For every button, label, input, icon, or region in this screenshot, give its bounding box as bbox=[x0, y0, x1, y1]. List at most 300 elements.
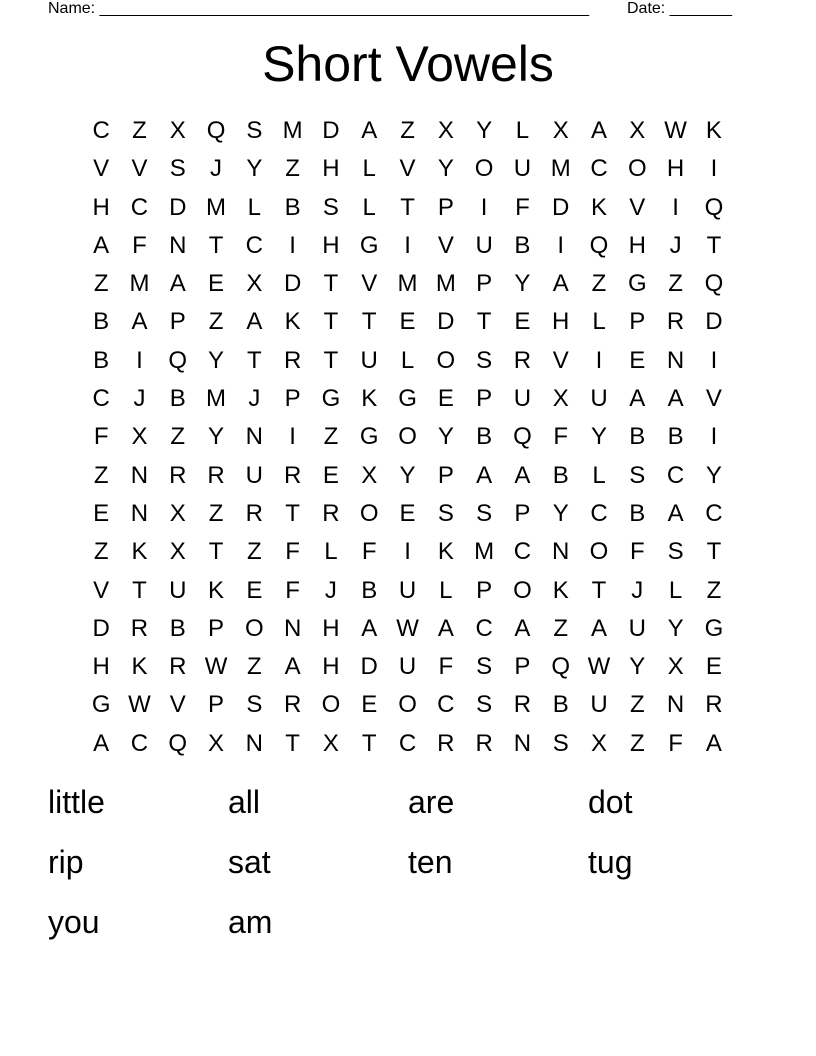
grid-cell[interactable]: M bbox=[282, 117, 303, 144]
grid-cell[interactable]: Z bbox=[208, 308, 224, 336]
grid-cell[interactable]: R bbox=[283, 461, 302, 489]
grid-cell[interactable]: Y bbox=[208, 346, 225, 374]
grid-cell[interactable]: C bbox=[92, 385, 110, 413]
grid-cell[interactable]: U bbox=[398, 653, 417, 681]
grid-cell[interactable]: Z bbox=[629, 691, 645, 719]
grid-cell[interactable]: E bbox=[705, 653, 722, 681]
grid-cell[interactable]: O bbox=[359, 499, 379, 527]
grid-cell[interactable]: K bbox=[591, 193, 608, 221]
grid-cell[interactable]: X bbox=[667, 653, 684, 681]
grid-cell[interactable]: Y bbox=[399, 461, 416, 489]
grid-cell[interactable]: A bbox=[629, 385, 646, 413]
grid-cell[interactable]: R bbox=[322, 499, 340, 527]
grid-cell[interactable]: E bbox=[399, 499, 416, 527]
grid-cell[interactable]: Z bbox=[553, 614, 569, 642]
grid-cell[interactable]: X bbox=[552, 117, 569, 144]
grid-cell[interactable]: Z bbox=[93, 461, 109, 489]
grid-cell[interactable]: S bbox=[246, 691, 263, 719]
grid-cell[interactable]: G bbox=[704, 614, 724, 642]
grid-cell[interactable]: H bbox=[322, 231, 340, 259]
grid-cell[interactable]: K bbox=[437, 538, 454, 566]
grid-cell[interactable]: U bbox=[245, 461, 263, 489]
grid-cell[interactable]: A bbox=[361, 117, 378, 144]
grid-cell[interactable]: I bbox=[404, 538, 411, 566]
grid-cell[interactable]: C bbox=[705, 499, 723, 527]
grid-cell[interactable]: Y bbox=[246, 155, 263, 183]
grid-cell[interactable]: T bbox=[285, 729, 300, 757]
grid-cell[interactable]: S bbox=[667, 538, 684, 566]
grid-cell[interactable]: A bbox=[476, 461, 493, 489]
grid-cell[interactable]: G bbox=[359, 231, 379, 259]
grid-cell[interactable]: T bbox=[208, 231, 224, 259]
grid-cell[interactable]: M bbox=[206, 385, 227, 413]
grid-cell[interactable]: H bbox=[92, 653, 110, 681]
grid-cell[interactable]: F bbox=[515, 193, 530, 221]
grid-cell[interactable]: H bbox=[322, 614, 340, 642]
grid-cell[interactable]: Y bbox=[437, 423, 454, 451]
grid-cell[interactable]: Y bbox=[476, 117, 493, 144]
grid-cell[interactable]: U bbox=[513, 155, 532, 183]
grid-cell[interactable]: Z bbox=[170, 423, 186, 451]
grid-cell[interactable]: G bbox=[91, 691, 111, 719]
grid-cell[interactable]: F bbox=[285, 538, 300, 566]
grid-cell[interactable]: L bbox=[668, 576, 683, 604]
grid-cell[interactable]: L bbox=[362, 155, 376, 183]
grid-cell[interactable]: A bbox=[514, 461, 531, 489]
grid-cell[interactable]: V bbox=[552, 346, 569, 374]
grid-cell[interactable]: Y bbox=[552, 499, 569, 527]
grid-cell[interactable]: P bbox=[437, 461, 454, 489]
grid-cell[interactable]: U bbox=[590, 385, 608, 413]
grid-cell[interactable]: P bbox=[208, 614, 225, 642]
grid-cell[interactable]: E bbox=[322, 461, 339, 489]
grid-cell[interactable]: S bbox=[476, 499, 493, 527]
grid-cell[interactable]: T bbox=[706, 538, 722, 566]
grid-cell[interactable]: N bbox=[666, 691, 685, 719]
grid-cell[interactable]: W bbox=[664, 117, 687, 144]
grid-cell[interactable]: Z bbox=[668, 270, 683, 298]
grid-cell[interactable]: H bbox=[92, 193, 110, 221]
word-list bbox=[48, 782, 768, 962]
grid-cell[interactable]: Z bbox=[247, 538, 262, 566]
grid-cell[interactable]: E bbox=[399, 308, 416, 336]
grid-cell[interactable]: D bbox=[92, 614, 110, 642]
grid-cell[interactable]: E bbox=[437, 385, 454, 413]
grid-cell[interactable]: B bbox=[667, 423, 684, 451]
grid-cell[interactable]: Z bbox=[132, 117, 147, 144]
grid-cell[interactable]: A bbox=[437, 614, 454, 642]
grid-cell[interactable]: K bbox=[131, 538, 148, 566]
grid-cell[interactable]: O bbox=[589, 538, 609, 566]
grid-cell[interactable]: R bbox=[283, 346, 302, 374]
grid-cell[interactable]: Z bbox=[247, 653, 262, 681]
grid-cell[interactable]: N bbox=[245, 423, 263, 451]
grid-cell[interactable]: L bbox=[324, 538, 338, 566]
grid-cell[interactable]: L bbox=[362, 193, 376, 221]
grid-cell[interactable]: Y bbox=[705, 461, 722, 489]
grid-cell[interactable]: A bbox=[667, 385, 684, 413]
grid-cell[interactable]: X bbox=[169, 499, 186, 527]
grid-cell[interactable]: L bbox=[400, 346, 415, 374]
grid-cell[interactable]: B bbox=[169, 614, 186, 642]
header bbox=[48, 0, 748, 20]
word-list-item: sat bbox=[228, 844, 271, 880]
grid-cell[interactable]: K bbox=[705, 117, 722, 144]
grid-cell[interactable]: U bbox=[360, 346, 378, 374]
grid-cell[interactable]: B bbox=[93, 346, 110, 374]
grid-cell[interactable]: U bbox=[475, 231, 493, 259]
grid-cell[interactable]: E bbox=[514, 308, 531, 336]
grid-cell[interactable]: R bbox=[130, 614, 149, 642]
grid-cell[interactable]: M bbox=[550, 155, 571, 183]
grid-cell[interactable]: M bbox=[206, 193, 227, 221]
grid-cell[interactable]: V bbox=[629, 193, 646, 221]
grid-cell[interactable]: A bbox=[93, 231, 110, 259]
grid-cell[interactable]: T bbox=[208, 538, 224, 566]
grid-cell[interactable]: H bbox=[666, 155, 685, 183]
grid-cell[interactable]: D bbox=[283, 270, 302, 298]
grid-cell[interactable]: I bbox=[595, 346, 603, 374]
grid-cell[interactable]: X bbox=[131, 423, 148, 451]
grid-cell[interactable]: S bbox=[476, 653, 493, 681]
grid-cell[interactable]: N bbox=[666, 346, 685, 374]
grid-cell[interactable]: F bbox=[553, 423, 569, 451]
grid-cell[interactable]: L bbox=[592, 308, 606, 336]
grid-cell[interactable]: T bbox=[323, 346, 339, 374]
grid-cell[interactable]: X bbox=[322, 729, 339, 757]
grid-cell[interactable]: O bbox=[245, 614, 264, 642]
grid-cell[interactable]: R bbox=[169, 653, 187, 681]
grid-cell[interactable]: V bbox=[93, 155, 110, 183]
grid-cell[interactable]: C bbox=[590, 155, 608, 183]
grid-cell[interactable]: D bbox=[169, 193, 187, 221]
grid-cell[interactable]: I bbox=[710, 346, 718, 374]
grid-cell[interactable]: T bbox=[247, 346, 262, 374]
grid-cell[interactable]: N bbox=[283, 614, 302, 642]
grid-cell[interactable]: C bbox=[513, 538, 532, 566]
grid-cell[interactable]: G bbox=[627, 270, 647, 298]
grid-cell[interactable]: F bbox=[361, 538, 377, 566]
grid-cell[interactable]: X bbox=[246, 270, 263, 298]
grid-cell[interactable]: H bbox=[322, 155, 340, 183]
grid-cell[interactable]: X bbox=[552, 385, 569, 413]
grid-cell[interactable]: K bbox=[284, 308, 301, 336]
grid-cell[interactable]: P bbox=[476, 270, 493, 298]
grid-cell[interactable]: E bbox=[208, 270, 225, 298]
grid-cell[interactable]: A bbox=[361, 614, 378, 642]
grid-cell[interactable]: D bbox=[437, 308, 455, 336]
word-list-item: rip bbox=[48, 844, 84, 880]
word-list-item: ten bbox=[408, 844, 453, 880]
grid-cell[interactable]: Z bbox=[400, 117, 415, 144]
grid-cell[interactable]: P bbox=[514, 499, 531, 527]
grid-cell[interactable]: U bbox=[398, 576, 417, 604]
grid-cell[interactable]: K bbox=[208, 576, 225, 604]
grid-cell[interactable]: O bbox=[398, 691, 417, 719]
grid-cell[interactable]: J bbox=[631, 576, 644, 604]
grid-cell[interactable]: A bbox=[284, 653, 301, 681]
grid-cell[interactable]: A bbox=[246, 308, 263, 336]
grid-cell[interactable]: L bbox=[247, 193, 262, 221]
grid-cell[interactable]: J bbox=[133, 385, 146, 413]
grid-cell[interactable]: T bbox=[476, 308, 492, 336]
grid-cell[interactable]: Y bbox=[667, 614, 684, 642]
grid-cell[interactable]: T bbox=[285, 499, 300, 527]
grid-cell[interactable]: J bbox=[210, 155, 223, 183]
grid-cell[interactable]: N bbox=[130, 461, 149, 489]
grid-cell[interactable]: S bbox=[476, 346, 493, 374]
grid-cell[interactable]: H bbox=[322, 653, 340, 681]
grid-cell[interactable]: B bbox=[476, 423, 493, 451]
grid-cell[interactable]: J bbox=[669, 231, 682, 259]
grid-cell[interactable]: R bbox=[666, 308, 685, 336]
grid-cell[interactable]: Z bbox=[93, 270, 109, 298]
word-list-item: tug bbox=[588, 844, 633, 880]
grid-cell[interactable]: B bbox=[93, 308, 110, 336]
grid-cell[interactable]: M bbox=[129, 270, 150, 298]
grid-cell[interactable]: I bbox=[480, 193, 488, 221]
grid-cell[interactable]: R bbox=[437, 729, 455, 757]
grid-cell[interactable]: W bbox=[396, 614, 419, 642]
grid-cell[interactable]: O bbox=[627, 155, 647, 183]
grid-cell[interactable]: A bbox=[552, 270, 569, 298]
grid-cell[interactable]: P bbox=[514, 653, 531, 681]
grid-cell[interactable]: E bbox=[629, 346, 646, 374]
grid-cell[interactable]: T bbox=[132, 576, 147, 604]
grid-cell[interactable]: S bbox=[169, 155, 186, 183]
grid-cell[interactable]: O bbox=[474, 155, 494, 183]
grid-cell[interactable]: B bbox=[284, 193, 301, 221]
grid-cell[interactable]: N bbox=[130, 499, 149, 527]
grid-cell[interactable]: S bbox=[552, 729, 569, 757]
grid-cell[interactable]: N bbox=[169, 231, 187, 259]
grid-cell[interactable]: I bbox=[672, 193, 679, 221]
grid-cell[interactable]: U bbox=[628, 614, 646, 642]
grid-cell[interactable]: D bbox=[360, 653, 378, 681]
grid-cell[interactable]: O bbox=[513, 576, 532, 604]
grid-cell[interactable]: Z bbox=[706, 576, 722, 604]
grid-cell[interactable]: X bbox=[437, 117, 454, 144]
grid-cell[interactable]: A bbox=[93, 729, 110, 757]
grid-cell[interactable]: V bbox=[361, 270, 378, 298]
grid-cell[interactable]: R bbox=[513, 346, 532, 374]
grid-cell[interactable]: Y bbox=[629, 653, 646, 681]
grid-cell[interactable]: V bbox=[705, 385, 722, 413]
grid-cell[interactable]: B bbox=[514, 231, 531, 259]
grid-cell[interactable]: S bbox=[629, 461, 646, 489]
grid-cell[interactable]: N bbox=[513, 729, 532, 757]
grid-cell[interactable]: X bbox=[208, 729, 225, 757]
grid-cell[interactable]: L bbox=[592, 461, 606, 489]
grid-cell[interactable]: Q bbox=[168, 729, 188, 757]
grid-cell[interactable]: K bbox=[131, 653, 148, 681]
grid-cell[interactable]: D bbox=[322, 117, 340, 144]
grid-cell[interactable]: Q bbox=[589, 231, 609, 259]
grid-cell[interactable]: X bbox=[169, 538, 186, 566]
grid-cell[interactable]: V bbox=[399, 155, 416, 183]
grid-cell[interactable]: G bbox=[321, 385, 341, 413]
grid-cell[interactable]: J bbox=[324, 576, 337, 604]
grid-cell[interactable]: A bbox=[705, 729, 722, 757]
grid-cell[interactable]: N bbox=[245, 729, 263, 757]
grid-cell[interactable]: E bbox=[93, 499, 110, 527]
grid-cell[interactable]: I bbox=[404, 231, 411, 259]
grid-cell[interactable]: F bbox=[629, 538, 645, 566]
grid-cell[interactable]: P bbox=[476, 576, 493, 604]
grid-cell[interactable]: F bbox=[285, 576, 300, 604]
grid-cell[interactable]: Q bbox=[704, 270, 724, 298]
grid-cell[interactable]: A bbox=[514, 614, 531, 642]
grid-cell[interactable]: Q bbox=[704, 193, 724, 221]
grid-cell[interactable]: R bbox=[705, 691, 723, 719]
grid-cell[interactable]: L bbox=[515, 117, 530, 144]
grid-cell[interactable]: B bbox=[361, 576, 378, 604]
grid-cell[interactable]: U bbox=[590, 691, 608, 719]
grid-cell[interactable]: V bbox=[169, 691, 186, 719]
grid-cell[interactable]: Z bbox=[591, 270, 607, 298]
grid-cell[interactable]: W bbox=[204, 653, 228, 681]
grid-cell[interactable]: Y bbox=[437, 155, 454, 183]
grid-cell[interactable]: P bbox=[169, 308, 186, 336]
grid-cell[interactable]: T bbox=[400, 193, 415, 221]
grid-cell[interactable]: X bbox=[361, 461, 378, 489]
grid-cell[interactable]: U bbox=[169, 576, 187, 604]
grid-cell[interactable]: I bbox=[557, 231, 565, 259]
grid-cell[interactable]: V bbox=[93, 576, 110, 604]
grid-cell[interactable]: T bbox=[591, 576, 607, 604]
word-list-item: dot bbox=[588, 784, 633, 820]
grid-cell[interactable]: B bbox=[629, 423, 646, 451]
grid-cell[interactable]: V bbox=[131, 155, 148, 183]
grid-cell[interactable]: T bbox=[706, 231, 722, 259]
grid-cell[interactable]: R bbox=[283, 691, 302, 719]
grid-cell[interactable]: M bbox=[397, 270, 418, 298]
grid-cell[interactable]: G bbox=[359, 423, 379, 451]
grid-cell[interactable]: X bbox=[591, 729, 608, 757]
grid-cell[interactable]: Q bbox=[168, 346, 188, 374]
word-list-item: am bbox=[228, 904, 273, 940]
grid-cell[interactable]: Q bbox=[513, 423, 532, 451]
grid-cell[interactable]: C bbox=[130, 729, 149, 757]
grid-cell[interactable]: Z bbox=[629, 729, 645, 757]
grid-cell[interactable]: M bbox=[435, 270, 456, 298]
grid-cell[interactable]: O bbox=[398, 423, 417, 451]
grid-cell[interactable]: W bbox=[587, 653, 611, 681]
grid-cell[interactable]: B bbox=[629, 499, 646, 527]
grid-cell[interactable]: Z bbox=[285, 155, 300, 183]
grid-cell[interactable]: H bbox=[628, 231, 646, 259]
grid-cell[interactable]: P bbox=[208, 691, 225, 719]
grid-cell[interactable]: C bbox=[92, 117, 110, 144]
grid-cell[interactable]: C bbox=[666, 461, 685, 489]
grid-cell[interactable]: D bbox=[552, 193, 570, 221]
grid-cell[interactable]: I bbox=[289, 423, 296, 451]
grid-cell[interactable]: I bbox=[710, 423, 718, 451]
grid-cell[interactable]: I bbox=[289, 231, 296, 259]
grid-cell[interactable]: B bbox=[552, 691, 569, 719]
grid-cell[interactable]: T bbox=[323, 308, 339, 336]
grid-cell[interactable]: O bbox=[321, 691, 341, 719]
grid-cell[interactable]: C bbox=[437, 691, 455, 719]
grid-cell[interactable]: S bbox=[437, 499, 454, 527]
grid-cell[interactable]: D bbox=[705, 308, 723, 336]
grid-cell[interactable]: X bbox=[629, 117, 646, 144]
grid-cell[interactable]: F bbox=[93, 423, 109, 451]
grid-cell[interactable]: A bbox=[169, 270, 186, 298]
grid-cell[interactable]: G bbox=[398, 385, 417, 413]
grid-cell[interactable]: Q bbox=[551, 653, 571, 681]
grid-cell[interactable]: K bbox=[552, 576, 569, 604]
grid-cell[interactable]: M bbox=[474, 538, 495, 566]
grid-cell[interactable]: T bbox=[361, 308, 377, 336]
grid-cell[interactable]: B bbox=[552, 461, 569, 489]
grid-cell[interactable]: Y bbox=[514, 270, 531, 298]
grid-cell[interactable]: R bbox=[169, 461, 187, 489]
grid-cell[interactable]: Y bbox=[208, 423, 225, 451]
grid-cell[interactable]: R bbox=[245, 499, 263, 527]
grid-cell[interactable]: J bbox=[248, 385, 261, 413]
grid-cell[interactable]: S bbox=[322, 193, 339, 221]
word-list-item: are bbox=[408, 784, 455, 820]
grid-cell[interactable]: P bbox=[437, 193, 454, 221]
grid-cell[interactable]: P bbox=[629, 308, 646, 336]
grid-cell[interactable]: Q bbox=[206, 117, 226, 144]
grid-cell[interactable]: N bbox=[552, 538, 570, 566]
date-field-label: Date: _______ bbox=[627, 0, 732, 17]
grid-cell[interactable]: H bbox=[552, 308, 570, 336]
grid-cell[interactable]: A bbox=[591, 614, 608, 642]
grid-cell[interactable]: B bbox=[169, 385, 186, 413]
grid-cell[interactable]: Z bbox=[208, 499, 224, 527]
grid-cell[interactable]: E bbox=[246, 576, 263, 604]
grid-cell[interactable]: F bbox=[668, 729, 683, 757]
grid-cell[interactable]: P bbox=[284, 385, 301, 413]
grid-cell[interactable]: E bbox=[361, 691, 378, 719]
grid-cell[interactable]: F bbox=[438, 653, 454, 681]
grid-cell[interactable]: S bbox=[246, 117, 263, 144]
grid-cell[interactable]: C bbox=[130, 193, 149, 221]
grid-cell[interactable]: X bbox=[169, 117, 186, 144]
grid-cell[interactable]: C bbox=[245, 231, 263, 259]
grid-cell[interactable]: R bbox=[475, 729, 493, 757]
grid-cell[interactable]: P bbox=[476, 385, 493, 413]
grid-cell[interactable]: C bbox=[590, 499, 608, 527]
grid-cell[interactable]: Z bbox=[323, 423, 339, 451]
grid-cell[interactable]: F bbox=[132, 231, 147, 259]
grid-cell[interactable]: K bbox=[361, 385, 378, 413]
grid-cell[interactable]: A bbox=[667, 499, 684, 527]
grid-cell[interactable]: Y bbox=[591, 423, 608, 451]
grid-cell[interactable]: V bbox=[437, 231, 454, 259]
grid-cell[interactable]: T bbox=[323, 270, 339, 298]
grid-cell[interactable]: U bbox=[513, 385, 532, 413]
grid-cell[interactable]: R bbox=[513, 691, 532, 719]
grid-cell[interactable]: A bbox=[591, 117, 608, 144]
grid-cell[interactable]: A bbox=[131, 308, 148, 336]
grid-cell[interactable]: S bbox=[476, 691, 493, 719]
grid-cell[interactable]: I bbox=[710, 155, 718, 183]
name-field-label: Name: _______________________________________________________ bbox=[48, 0, 589, 17]
grid-cell[interactable]: W bbox=[128, 691, 151, 719]
grid-cell[interactable]: L bbox=[439, 576, 453, 604]
grid-cell[interactable]: C bbox=[475, 614, 493, 642]
grid-cell[interactable]: R bbox=[207, 461, 225, 489]
grid-cell[interactable]: C bbox=[398, 729, 417, 757]
grid-cell[interactable]: O bbox=[436, 346, 456, 374]
grid-cell[interactable]: I bbox=[136, 346, 143, 374]
grid-cell[interactable]: Z bbox=[93, 538, 109, 566]
grid-cell[interactable]: T bbox=[361, 729, 377, 757]
